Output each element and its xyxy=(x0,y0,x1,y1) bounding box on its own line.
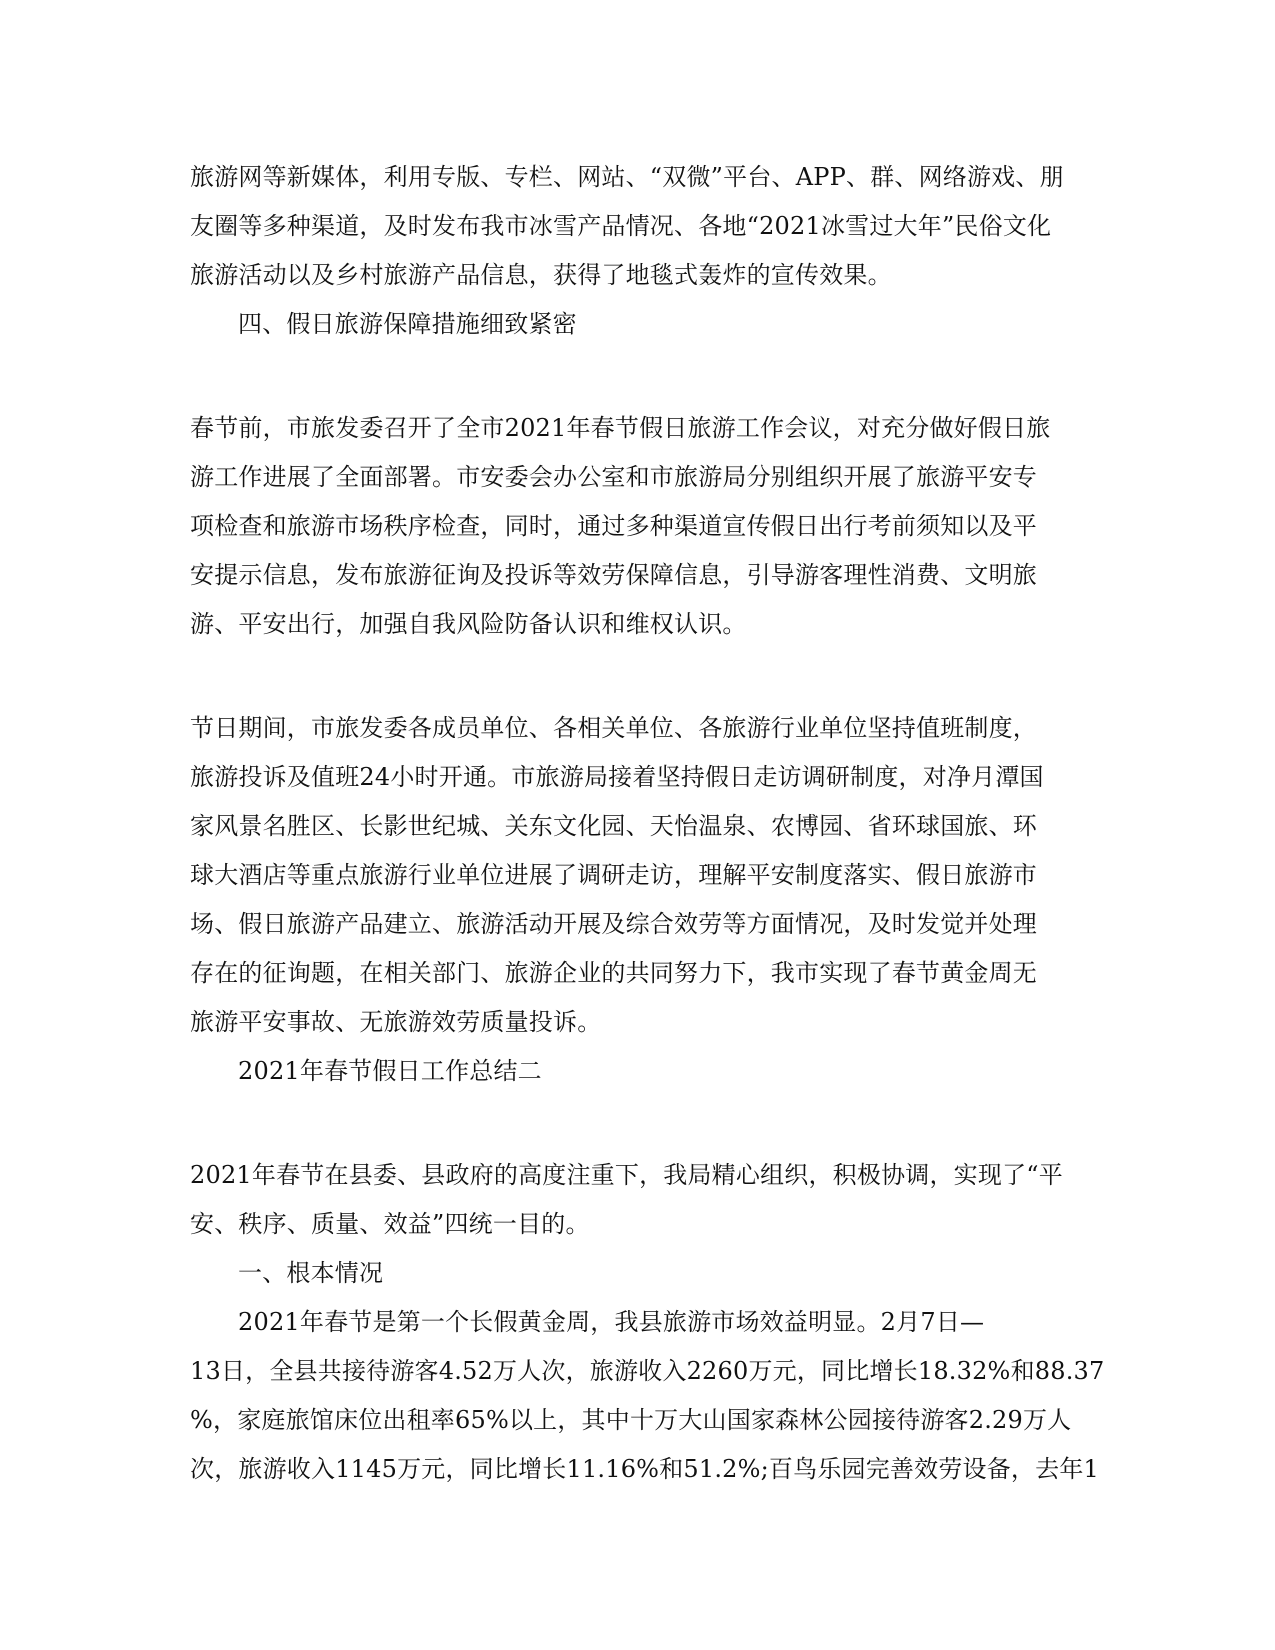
text-line: 项检查和旅游市场秩序检查，同时，通过多种渠道宣传假日出行考前须知以及平 xyxy=(190,512,1037,540)
text-line: 四、假日旅游保障措施细致紧密 xyxy=(238,310,577,338)
text-line: 节日期间，市旅发委各成员单位、各相关单位、各旅游行业单位坚持值班制度， xyxy=(190,714,1037,742)
text-line: 次，旅游收入1145万元，同比增长11.16%和51.2%;百鸟乐园完善效劳设备，去年1 xyxy=(190,1455,1099,1483)
text-line: 存在的征询题，在相关部门、旅游企业的共同努力下，我市实现了春节黄金周无 xyxy=(190,959,1037,987)
text-line: %，家庭旅馆床位出租率65%以上，其中十万大山国家森林公园接待游客2.29万人 xyxy=(190,1406,1072,1434)
text-line: 春节前，市旅发委召开了全市2021年春节假日旅游工作会议，对充分做好假日旅 xyxy=(190,414,1051,442)
paragraph-gap xyxy=(190,1105,1070,1160)
text-line: 球大酒店等重点旅游行业单位进展了调研走访，理解平安制度落实、假日旅游市 xyxy=(190,861,1037,889)
text-line: 2021年春节在县委、县政府的高度注重下，我局精心组织，积极协调，实现了“平 xyxy=(190,1161,1063,1189)
text-line: 游、平安出行，加强自我风险防备认识和维权认识。 xyxy=(190,610,747,638)
paragraph-gap xyxy=(190,658,1070,713)
text-line: 旅游网等新媒体，利用专版、专栏、网站、“双微”平台、APP、群、网络游戏、朋 xyxy=(190,163,1064,191)
text-line: 家风景名胜区、长影世纪城、关东文化园、天怡温泉、农博园、省环球国旅、环 xyxy=(190,812,1037,840)
text-line: 安提示信息，发布旅游征询及投诉等效劳保障信息，引导游客理性消费、文明旅 xyxy=(190,561,1037,589)
text-line: 场、假日旅游产品建立、旅游活动开展及综合效劳等方面情况，及时发觉并处理 xyxy=(190,910,1037,938)
text-line: 旅游平安事故、无旅游效劳质量投诉。 xyxy=(190,1008,602,1036)
document-body xyxy=(190,162,1105,1503)
text-line: 旅游投诉及值班24小时开通。市旅游局接着坚持假日走访调研制度，对净月潭国 xyxy=(190,763,1044,791)
text-line: 13日，全县共接待游客4.52万人次，旅游收入2260万元，同比增长18.32%和88.37 xyxy=(190,1357,1105,1385)
text-line: 友圈等多种渠道，及时发布我市冰雪产品情况、各地“2021冰雪过大年”民俗文化 xyxy=(190,212,1052,240)
text-line: 游工作进展了全面部署。市安委会办公室和市旅游局分别组织开展了旅游平安专 xyxy=(190,463,1037,491)
text-line: 旅游活动以及乡村旅游产品信息，获得了地毯式轰炸的宣传效果。 xyxy=(190,261,892,289)
text-line: 安、秩序、质量、效益”四统一目的。 xyxy=(190,1210,590,1238)
text-line: 2021年春节是第一个长假黄金周，我县旅游市场效益明显。2月7日— xyxy=(238,1308,985,1336)
text-line: 一、根本情况 xyxy=(238,1259,384,1287)
paragraph-gap xyxy=(190,358,1070,413)
text-line: 2021年春节假日工作总结二 xyxy=(238,1057,542,1085)
